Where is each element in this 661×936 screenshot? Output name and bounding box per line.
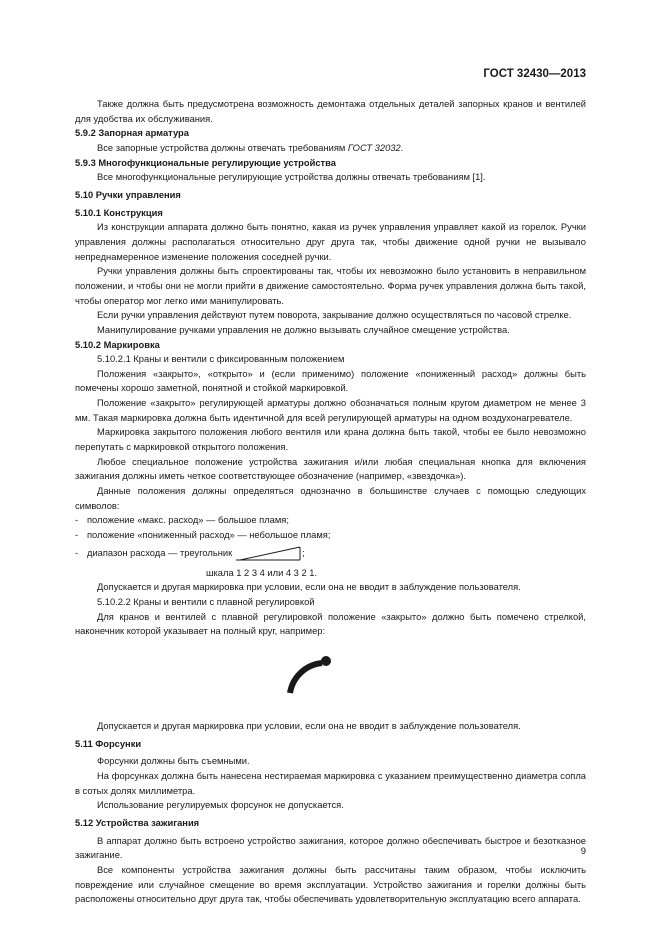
paragraph-5-10-1-b: Ручки управления должны быть спроектированы так, чтобы их невозможно было установить в неправильном положении, и чтобы они не могли прийти в движение самостоятельно. Форма ручек управления должна быть такой, чтобы оператор мог легко ими манипулировать. — [75, 266, 586, 306]
text-5-9-2-a: Все запорные устройства должны отвечать требованиям — [97, 142, 348, 153]
paragraph-5-10-1-a: Из конструкции аппарата должно быть понятно, какая из ручек управления управляет какой из горелок. Ручки управления должны располагаться относительно друг друга так, чтобы движение одной ручки не вызывало непреднамеренное изменение положения соседней ручки. — [75, 222, 586, 262]
scale-caption: шкала 1 2 3 4 или 4 3 2 1. — [206, 567, 318, 578]
paragraph-5-9-2 — [75, 141, 586, 156]
document-body — [75, 97, 586, 907]
heading-5-10-2-1: 5.10.2.1 Краны и вентили с фиксированным положением — [97, 354, 345, 365]
closed-marking-figure — [75, 639, 586, 719]
paragraph-5-10-1-c: Если ручки управления действуют путем поворота, закрывание должно осуществляться по часовой стрелке. — [97, 310, 572, 321]
heading-5-10: 5.10 Ручки управления — [75, 189, 181, 200]
paragraph-5-10-1-d: Манипулирование ручками управления не должно вызывать случайное смещение устройства. — [97, 324, 510, 335]
text-5-9-2-b: . — [400, 142, 404, 153]
list-item-text: положение «пониженный расход» — небольшое пламя; — [87, 530, 331, 541]
gost-reference: ГОСТ 32032 — [347, 142, 401, 153]
paragraph-5-10-2-2: Для кранов и вентилей с плавной регулировкой положение «закрыто» должно быть помечено стрелкой, наконечник которой указывает на полный круг, например: — [75, 611, 586, 637]
heading-5-9-3: 5.9.3 Многофункциональные регулирующие устройства — [75, 157, 336, 168]
paragraph-5-11-b: На форсунках должна быть нанесена нестираемая маркировка с указанием преимущественно диаметра сопла в сотых долях миллиметра. — [75, 770, 586, 796]
heading-5-11: 5.11 Форсунки — [75, 738, 142, 749]
heading-5-12: 5.12 Устройства зажигания — [75, 817, 200, 828]
paragraph-5-11-c: Использование регулируемых форсунок не допускается. — [97, 800, 344, 811]
triangle-flow-range-icon — [236, 546, 302, 562]
paragraph-intro: Также должна быть предусмотрена возможность демонтажа отдельных деталей запорных кранов и вентилей для удобства их обслуживания. — [75, 99, 586, 124]
list-item-text: диапазон расхода — треугольник — [87, 548, 233, 559]
list-bullet: - — [75, 548, 79, 559]
closed-arrow-arc-icon — [284, 649, 344, 699]
paragraph-5-12-a: В аппарат должно быть встроено устройство зажигания, которое должно обеспечивать быстрое и безотказное зажигание. — [75, 835, 586, 861]
page-number: 9 — [580, 846, 586, 857]
paragraph-5-10-2-1-c: Маркировка закрытого положения любого вентиля или крана должна быть такой, чтобы ее было невозможно перепутать с маркировкой открытого положения. — [75, 427, 586, 453]
list-item — [75, 513, 586, 528]
paragraph-5-9-3: Все многофункциональные регулирующие устройства должны отвечать требованиям [1]. — [97, 172, 486, 183]
list-bullet: - — [75, 515, 79, 526]
list-item — [75, 528, 586, 543]
heading-5-10-1: 5.10.1 Конструкция — [75, 207, 163, 218]
paragraph-5-10-2-1-e: Данные положения должны определяться однозначно в большинстве случаев с помощью следующих символов: — [75, 486, 586, 511]
list-item-text: положение «макс. расход» — большое пламя; — [87, 515, 289, 526]
list-item — [75, 546, 586, 562]
paragraph-5-12-b: Все компоненты устройства зажигания должны быть рассчитаны таким образом, чтобы исключить повреждение или случайное смещение во время эксплуатации. Устройство зажигания и горелки должны быть расположены относительно друг друга так, чтобы обеспечивать удовлетворительную эксплуатацию всего аппарата. — [75, 864, 586, 905]
list-bullet: - — [75, 530, 79, 541]
paragraph-other-marking-2: Допускается и другая маркировка при условии, если она не вводит в заблуждение пользователя. — [97, 720, 521, 731]
paragraph-5-11-a: Форсунки должны быть съемными. — [97, 756, 250, 767]
document-code: ГОСТ 32430—2013 — [483, 68, 586, 80]
paragraph-5-10-2-1-d: Любое специальное положение устройства зажигания и/или любая специальная кнопка для включения зажигания должны иметь четкое соответствующее обозначение (например, «звездочка»). — [75, 456, 586, 482]
heading-5-10-2: 5.10.2 Маркировка — [75, 339, 160, 350]
paragraph-5-10-2-1-b: Положение «закрыто» регулирующей арматуры должно обозначаться полным кругом диаметром не менее 3 мм. Такая маркировка должна быть идентичной для всей регулирующей арматуры на одном воздухонагревателе. — [75, 398, 586, 423]
triangle-suffix: ; — [302, 548, 305, 559]
paragraph-5-10-2-1-a: Положения «закрыто», «открыто» и (если применимо) положение «пониженный расход» должны быть помечены хорошо заметной, понятной и стойкой маркировкой. — [75, 368, 586, 394]
heading-5-10-2-2: 5.10.2.2 Краны и вентили с плавной регулировкой — [97, 597, 315, 607]
heading-5-9-2: 5.9.2 Запорная арматура — [75, 128, 189, 139]
paragraph-other-marking: Допускается и другая маркировка при условии, если она не вводит в заблуждение пользователя. — [97, 582, 521, 593]
